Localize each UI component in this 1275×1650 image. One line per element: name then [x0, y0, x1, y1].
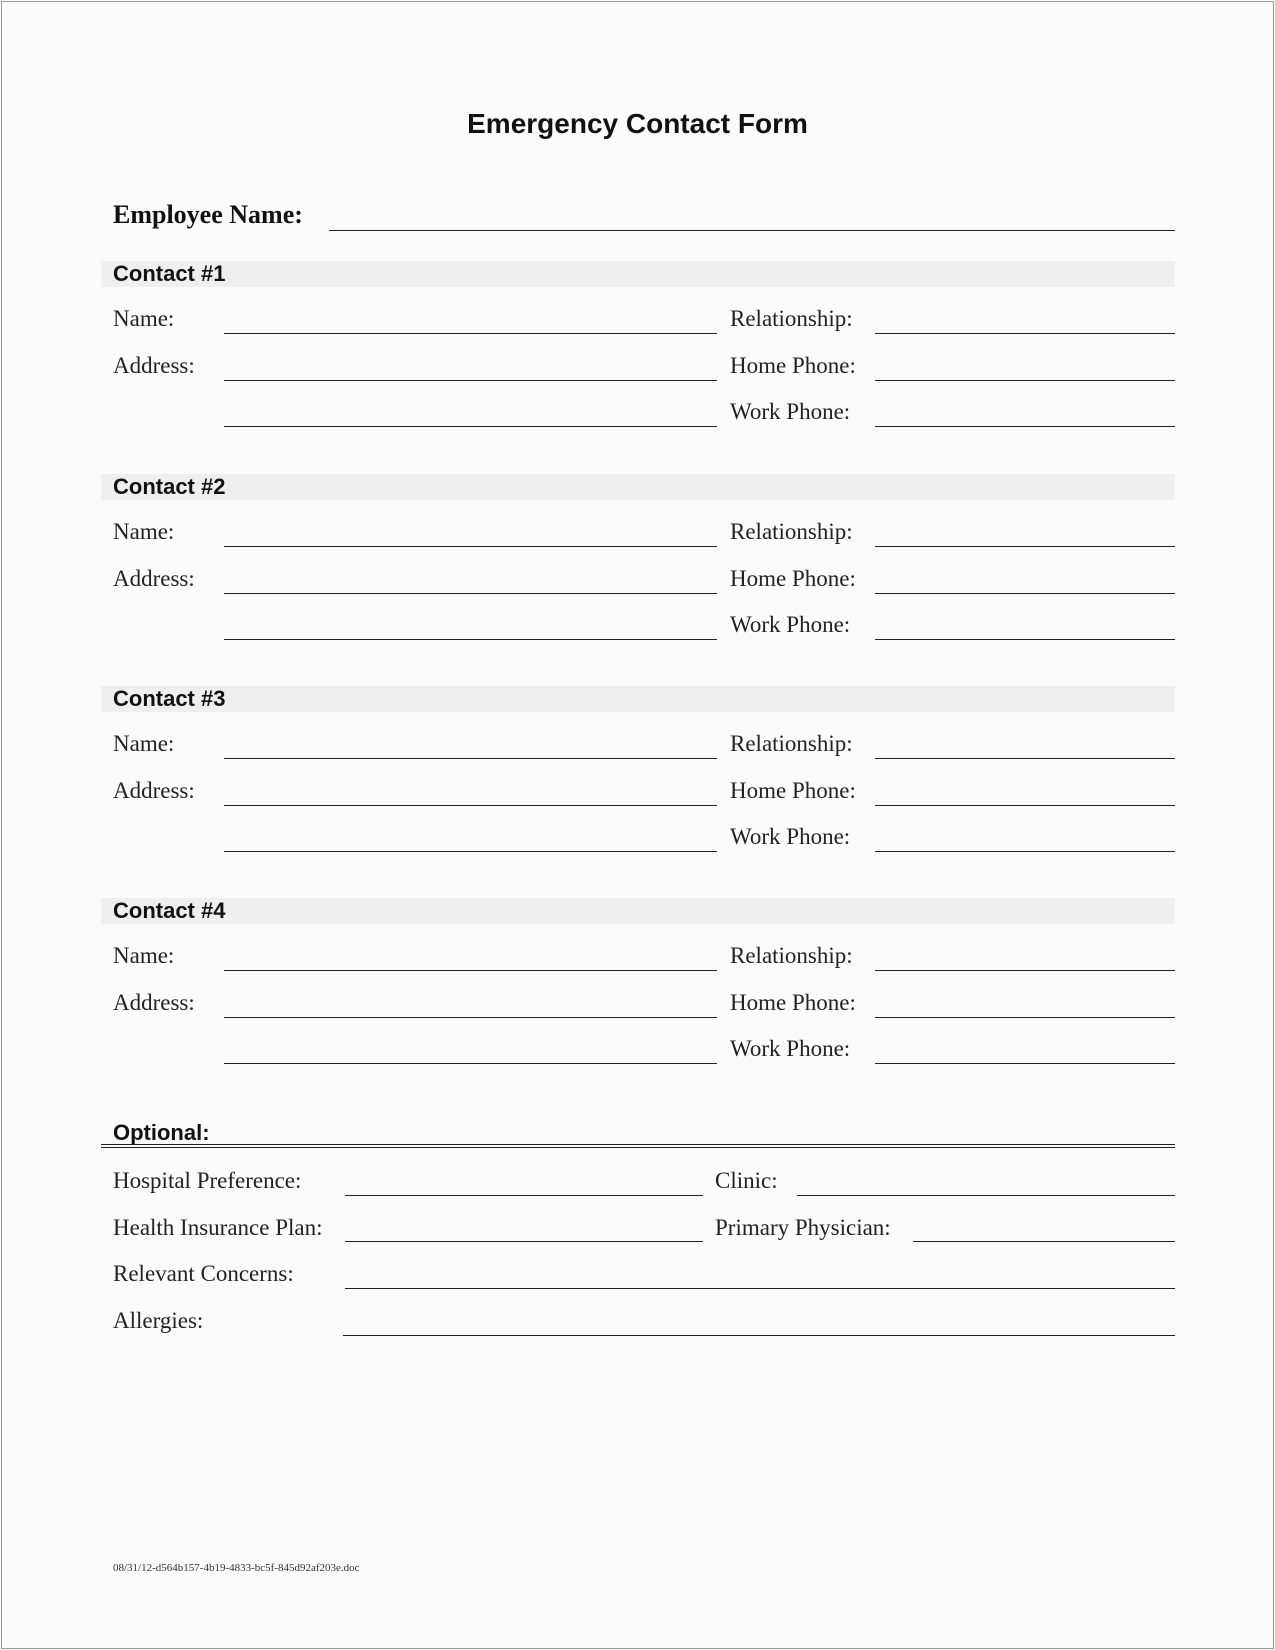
contact-3-relationship-field[interactable] [875, 758, 1175, 759]
contact-4-relationship-field[interactable] [875, 970, 1175, 971]
contact-2-name-field[interactable] [224, 546, 717, 547]
contact-3-name-label: Name: [113, 731, 175, 756]
contact-2-heading: Contact #2 [113, 474, 226, 499]
contact-1-band [101, 261, 1175, 287]
contact-3-work-phone-label: Work Phone: [730, 824, 851, 849]
contact-4-home-phone-field[interactable] [875, 1017, 1175, 1018]
allergies-field[interactable] [343, 1335, 1175, 1336]
hospital-preference-label: Hospital Preference: [113, 1168, 302, 1193]
contact-1-name-field[interactable] [224, 333, 717, 334]
contact-2-band [101, 474, 1175, 500]
contact-1-home-phone-field[interactable] [875, 380, 1175, 381]
contact-4-band [101, 898, 1175, 924]
contact-2-work-phone-label: Work Phone: [730, 612, 851, 637]
clinic-field[interactable] [797, 1195, 1175, 1196]
contact-2-work-phone-field[interactable] [875, 639, 1175, 640]
relevant-concerns-field[interactable] [345, 1288, 1175, 1289]
employee-name-label: Employee Name: [113, 200, 303, 229]
form-title: Emergency Contact Form [467, 108, 808, 139]
contact-3-name-field[interactable] [224, 758, 717, 759]
relevant-concerns-label: Relevant Concerns: [113, 1261, 294, 1286]
contact-1-relationship-field[interactable] [875, 333, 1175, 334]
contact-3-band [101, 686, 1175, 712]
contact-4-address-field-2[interactable] [224, 1063, 717, 1064]
contact-1-home-phone-label: Home Phone: [730, 353, 856, 378]
contact-2-relationship-field[interactable] [875, 546, 1175, 547]
contact-1-address-field-1[interactable] [224, 380, 717, 381]
contact-4-name-field[interactable] [224, 970, 717, 971]
contact-4-work-phone-field[interactable] [875, 1063, 1175, 1064]
contact-2-home-phone-field[interactable] [875, 593, 1175, 594]
contact-4-home-phone-label: Home Phone: [730, 990, 856, 1015]
contact-3-work-phone-field[interactable] [875, 851, 1175, 852]
contact-1-address-field-2[interactable] [224, 426, 717, 427]
page-border [1, 1, 1274, 1649]
contact-3-relationship-label: Relationship: [730, 731, 853, 756]
contact-1-work-phone-label: Work Phone: [730, 399, 851, 424]
optional-heading: Optional: [113, 1120, 210, 1145]
clinic-label: Clinic: [715, 1168, 778, 1193]
contact-3-heading: Contact #3 [113, 686, 226, 711]
contact-2-address-field-1[interactable] [224, 593, 717, 594]
contact-3-address-field-2[interactable] [224, 851, 717, 852]
contact-4-name-label: Name: [113, 943, 175, 968]
contact-4-address-field-1[interactable] [224, 1017, 717, 1018]
contact-2-name-label: Name: [113, 519, 175, 544]
health-insurance-plan-field[interactable] [345, 1241, 703, 1242]
allergies-label: Allergies: [113, 1308, 204, 1333]
contact-1-address-label: Address: [113, 353, 195, 378]
contact-4-heading: Contact #4 [113, 898, 226, 923]
contact-2-address-label: Address: [113, 566, 195, 591]
optional-divider [101, 1144, 1175, 1148]
contact-2-address-field-2[interactable] [224, 639, 717, 640]
contact-1-work-phone-field[interactable] [875, 426, 1175, 427]
contact-3-home-phone-field[interactable] [875, 805, 1175, 806]
health-insurance-plan-label: Health Insurance Plan: [113, 1215, 323, 1240]
contact-4-relationship-label: Relationship: [730, 943, 853, 968]
primary-physician-label: Primary Physician: [715, 1215, 891, 1240]
contact-3-home-phone-label: Home Phone: [730, 778, 856, 803]
contact-3-address-field-1[interactable] [224, 805, 717, 806]
contact-4-address-label: Address: [113, 990, 195, 1015]
contact-2-relationship-label: Relationship: [730, 519, 853, 544]
contact-2-home-phone-label: Home Phone: [730, 566, 856, 591]
contact-1-name-label: Name: [113, 306, 175, 331]
contact-1-relationship-label: Relationship: [730, 306, 853, 331]
hospital-preference-field[interactable] [345, 1195, 703, 1196]
employee-name-field[interactable] [329, 230, 1175, 231]
primary-physician-field[interactable] [913, 1241, 1175, 1242]
contact-1-heading: Contact #1 [113, 261, 226, 286]
contact-4-work-phone-label: Work Phone: [730, 1036, 851, 1061]
footer-doc-id: 08/31/12-d564b157-4b19-4833-bc5f-845d92af203e.doc [113, 1562, 360, 1574]
contact-3-address-label: Address: [113, 778, 195, 803]
